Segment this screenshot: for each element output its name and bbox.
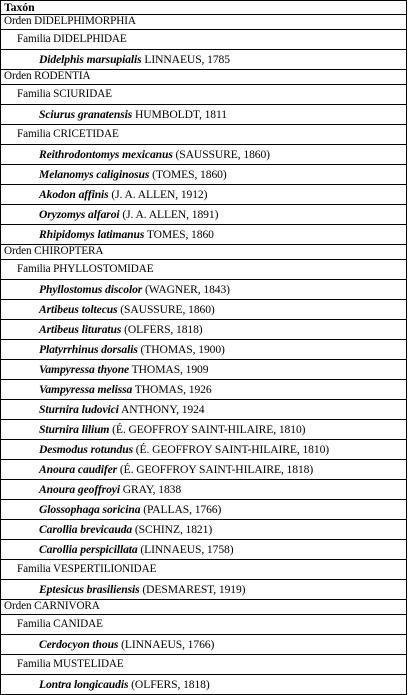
authority: (É. GEOFFROY SAINT-HILAIRE, 1810) [109,422,306,436]
species-cell [1,500,407,520]
authority: (THOMAS, 1900) [137,342,225,356]
scientific-name: Akodon affinis [39,187,109,201]
scientific-name: Carollia perspicillata [39,542,138,556]
species-cell [1,380,407,400]
authority: (DESMAREST, 1919) [139,582,246,596]
scientific-name: Artibeus toltecus [39,302,118,316]
family-row [1,655,407,675]
species-row [1,635,407,655]
species-cell [1,480,407,500]
authority: (É. GEOFFROY SAINT-HILAIRE, 1818) [117,462,314,476]
species-row [1,520,407,540]
scientific-name: Desmodus rotundus [39,442,133,456]
species-row [1,420,407,440]
authority: THOMAS, 1926 [132,382,212,396]
species-row [1,500,407,520]
species-row [1,360,407,380]
authority: (WAGNER, 1843) [142,282,230,296]
authority: (PALLAS, 1766) [140,502,222,516]
scientific-name: Anoura caudifer [39,462,118,476]
species-row [1,225,407,245]
authority: (OLFERS, 1818) [128,677,210,691]
family-row [1,85,407,105]
species-cell [1,340,407,360]
species-cell [1,50,407,70]
family-name: Familia CANIDAE [1,615,407,635]
species-row [1,165,407,185]
scientific-name: Platyrrhinus dorsalis [39,342,138,356]
species-cell [1,165,407,185]
authority: (J. A. ALLEN, 1912) [108,187,208,201]
family-name: Familia CRICETIDAE [1,125,407,145]
species-cell [1,520,407,540]
scientific-name: Eptesicus brasiliensis [39,582,140,596]
scientific-name: Glossophaga soricina [39,502,141,516]
species-row [1,105,407,125]
scientific-name: Anoura geoffroyi [39,482,120,496]
species-cell [1,300,407,320]
authority: (J. A. ALLEN, 1891) [119,207,219,221]
species-row [1,675,407,695]
scientific-name: Phyllostomus discolor [39,282,143,296]
species-cell [1,580,407,600]
authority: GRAY, 1838 [119,482,182,496]
species-cell [1,280,407,300]
order-name: Orden RODENTIA [1,70,407,85]
species-cell [1,320,407,340]
order-name: Orden CHIROPTERA [1,245,407,260]
species-cell [1,205,407,225]
scientific-name: Sturnira lilium [39,422,110,436]
scientific-name: Sturnira ludovici [39,402,119,416]
authority: (LINNAEUS, 1758) [137,542,234,556]
species-cell [1,225,407,245]
species-cell [1,440,407,460]
species-row [1,480,407,500]
species-cell [1,145,407,165]
order-name: Orden DIDELPHIMORPHIA [1,15,407,30]
authority: (LINNAEUS, 1766) [118,637,215,651]
authority: (SCHINZ, 1821) [132,522,213,536]
scientific-name: Lontra longicaudis [39,677,129,691]
species-cell [1,400,407,420]
order-row [1,15,407,30]
species-row [1,380,407,400]
table-header-row [1,1,407,15]
family-name: Familia PHYLLOSTOMIDAE [1,260,407,280]
species-cell [1,185,407,205]
order-row [1,70,407,85]
family-name: Familia SCIURIDAE [1,85,407,105]
species-row [1,280,407,300]
species-cell [1,675,407,695]
family-name: Familia VESPERTILIONIDAE [1,560,407,580]
family-row [1,615,407,635]
species-cell [1,460,407,480]
species-row [1,50,407,70]
scientific-name: Melanomys caliginosus [39,167,150,181]
scientific-name: Artibeus lituratus [39,322,122,336]
scientific-name: Didelphis marsupialis [39,52,142,66]
authority: THOMAS, 1909 [129,362,209,376]
scientific-name: Vampyressa thyone [39,362,130,376]
species-cell [1,105,407,125]
scientific-name: Rhipidomys latimanus [39,227,145,241]
family-row [1,30,407,50]
species-row [1,300,407,320]
scientific-name: Cerdocyon thous [39,637,119,651]
species-row [1,185,407,205]
species-row [1,580,407,600]
scientific-name: Carollia brevicauda [39,522,133,536]
column-header-taxon: Taxón [1,1,407,15]
authority: LINNAEUS, 1785 [141,52,230,66]
family-row [1,125,407,145]
species-cell [1,635,407,655]
authority: (TOMES, 1860) [149,167,227,181]
family-row [1,260,407,280]
species-cell [1,360,407,380]
species-row [1,205,407,225]
taxon-table-body [1,1,407,695]
family-name: Familia DIDELPHIDAE [1,30,407,50]
family-name: Familia MUSTELIDAE [1,655,407,675]
scientific-name: Oryzomys alfaroi [39,207,120,221]
authority: ANTHONY, 1924 [118,402,205,416]
scientific-name: Sciurus granatensis [39,107,133,121]
species-cell [1,420,407,440]
species-row [1,320,407,340]
authority: (SAUSSURE, 1860) [172,147,270,161]
authority: (SAUSSURE, 1860) [117,302,215,316]
family-row [1,560,407,580]
order-row [1,600,407,615]
species-row [1,400,407,420]
species-cell [1,540,407,560]
authority: HUMBOLDT, 1811 [132,107,227,121]
species-row [1,540,407,560]
order-row [1,245,407,260]
order-name: Orden CARNIVORA [1,600,407,615]
species-row [1,340,407,360]
scientific-name: Reithrodontomys mexicanus [39,147,173,161]
species-row [1,460,407,480]
authority: TOMES, 1860 [144,227,214,241]
authority: (OLFERS, 1818) [121,322,203,336]
species-row [1,145,407,165]
scientific-name: Vampyressa melissa [39,382,133,396]
species-row [1,440,407,460]
authority: (É. GEOFFROY SAINT-HILAIRE, 1810) [132,442,330,456]
